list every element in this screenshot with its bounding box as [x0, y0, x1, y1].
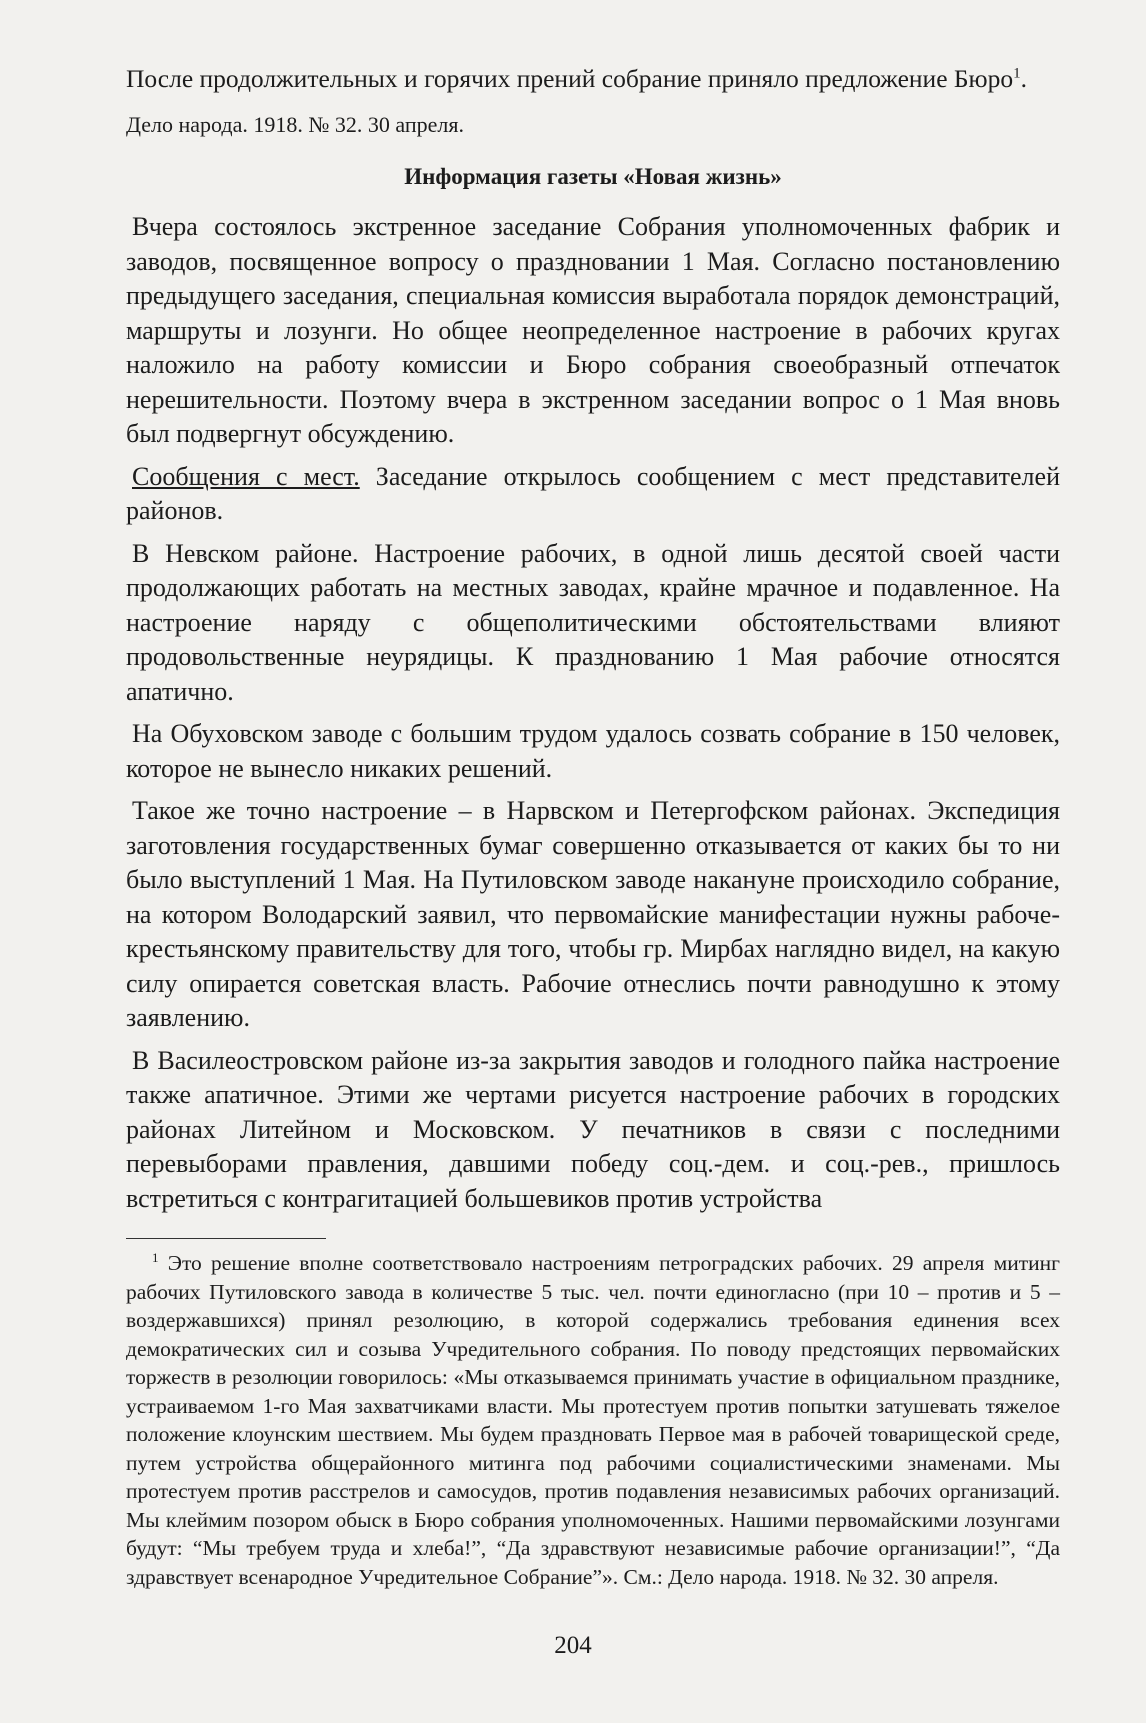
- paragraph-2: [126, 460, 1060, 529]
- section-heading: Информация газеты «Новая жизнь»: [404, 164, 782, 189]
- paragraph-3: В Невском районе. Настроение рабочих, в одной лишь десятой своей части продолжающих работать на местных заводах, крайне мрачное и подавленное. На настроение наряду с общеполитическими обстоятельствами влияют продовольственные неурядицы. К празднованию 1 Мая рабочие относятся апатично.: [126, 538, 1060, 706]
- paragraph-2-text: Заседание открылось сообщением с мест представителей районов.: [126, 461, 1060, 525]
- footnote: [126, 1249, 1060, 1591]
- intro-text: После продолжительных и горячих прений собрание приняло предложение Бюро: [126, 64, 1014, 93]
- paragraph-1: Вчера состоялось экстренное заседание Собрания уполномоченных фабрик и заводов, посвященное вопросу о праздновании 1 Мая. Согласно постановлению предыдущего заседания, специальная комиссия выработала порядок демонстраций, маршруты и лозунги. Но общее неопределенное настроение в рабочих кругах наложило на работу комиссии и Бюро собрания своеобразный отпечаток нерешительности. Поэтому вчера в экстренном заседании вопрос о 1 Мая вновь был подвергнут обсуждению.: [126, 212, 1060, 448]
- page-content: [126, 62, 1060, 1591]
- paragraph-2-lead: Сообщения с мест.: [132, 461, 360, 491]
- page-number: 204: [554, 1632, 592, 1659]
- footnote-ref: 1: [1013, 65, 1021, 82]
- paragraph-4: На Обуховском заводе с большим трудом удалось созвать собрание в 150 человек, которое не вынесло никаких решений.: [126, 719, 1060, 783]
- footnote-text: Это решение вполне соответствовало настроениям петроградских рабочих. 29 апреля митинг рабочих Путиловского завода в количестве 5 тыс. чел. почти единогласно (при 10 – против и 5 – воздержавшихся) принял резолюцию, в которой содержались требования единения всех демократических сил и созыва Учредительного собрания. По поводу предстоящих первомайских торжеств в резолюции говорилось: «Мы отказываемся принимать участие в официальном празднике, устраиваемом 1-го Мая захватчиками власти. Мы протестуем против попытки затушевать тяжелое положение клоунским шествием. Мы будем праздновать Первое мая в рабочей товарищеской среде, путем устройства общерайонного митинга под рабочими социалистическими знаменами. Мы протестуем против расстрелов и самосудов, против подавления независимых рабочих организаций. Мы клеймим позором обыск в Бюро собрания уполномоченных. Нашими первомайскими лозунгами будут: “Мы требуем труда и хлеба!”, “Да здравствуют независимые рабочие организации!”, “Да здравствует всенародное Учредительное Собрание”». См.: Дело народа. 1918. № 32. 30 апреля.: [126, 1251, 1060, 1589]
- footnote-divider: [126, 1238, 326, 1239]
- paragraph-5: Такое же точно настроение – в Нарвском и Петергофском районах. Экспедиция заготовления государственных бумаг совершенно отказывается от каких бы то ни было выступлений 1 Мая. На Путиловском заводе накануне происходило собрание, на котором Володарский заявил, что первомайские манифестации нужны рабоче-крестьянскому правительству для того, чтобы гр. Мирбах наглядно видел, на какую силу опирается советская власть. Рабочие отнеслись почти равнодушно к этому заявлению.: [126, 796, 1060, 1032]
- footnote-marker: 1: [152, 1249, 159, 1265]
- paragraph-6: В Василеостровском районе из-за закрытия заводов и голодного пайка настроение также апатичное. Этими же чертами рисуется настроение рабочих в городских районах Литейном и Московском. У печатников в связи с последними перевыборами правления, давшими победу соц.-дем. и соц.-рев., пришлось встретиться с контрагитацией большевиков против устройства: [126, 1045, 1060, 1213]
- intro-paragraph: [126, 62, 1060, 96]
- intro-tail: .: [1020, 64, 1027, 93]
- source-citation: Дело народа. 1918. № 32. 30 апреля.: [126, 112, 464, 137]
